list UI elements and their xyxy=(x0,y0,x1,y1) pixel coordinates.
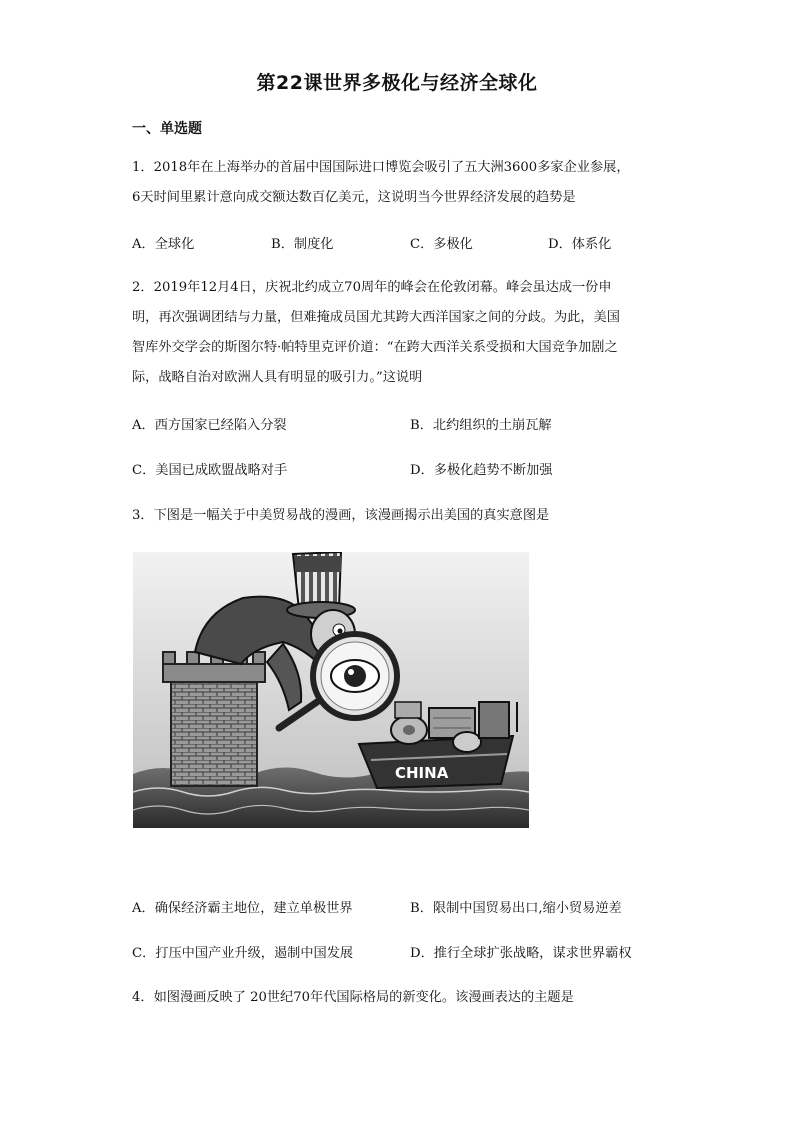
q3-option-b: B．限制中国贸易出口,缩小贸易逆差 xyxy=(410,901,622,916)
trade-war-cartoon xyxy=(133,552,529,828)
page-title: 第22课世界多极化与经济全球化 xyxy=(256,72,538,94)
q2-option-a: A．西方国家已经陷入分裂 xyxy=(132,418,287,433)
ship-label: CHINA xyxy=(395,764,449,782)
question-2-line-4: 际，战略自治对欧洲人具有明显的吸引力。”这说明 xyxy=(132,370,423,385)
question-3-stem: 3．下图是一幅关于中美贸易战的漫画，该漫画揭示出美国的真实意图是 xyxy=(132,508,550,523)
q1-option-a: A．全球化 xyxy=(132,237,195,252)
question-4-stem: 4．如图漫画反映了 20世纪70年代国际格局的新变化。该漫画表达的主题是 xyxy=(132,990,574,1005)
question-2-line-3: 智库外交学会的斯图尔特·帕特里克评价道：“在跨大西洋关系受损和大国竞争加剧之 xyxy=(132,340,618,355)
q2-option-d: D．多极化趋势不断加强 xyxy=(410,463,553,478)
q2-option-c: C．美国已成欧盟战略对手 xyxy=(132,463,288,478)
question-1-stem xyxy=(132,153,652,213)
q3-option-c: C．打压中国产业升级，遏制中国发展 xyxy=(132,946,354,961)
question-1-line-1: 1．2018年在上海举办的首届中国国际进口博览会吸引了五大洲3600多家企业参展， xyxy=(132,160,630,175)
question-2-line-2: 明，再次强调团结与力量，但难掩成员国尤其跨大西洋国家之间的分歧。为此，美国 xyxy=(132,310,620,325)
q1-option-d: D．体系化 xyxy=(548,237,612,252)
question-1-line-2: 6天时间里累计意向成交额达数百亿美元，这说明当今世界经济发展的趋势是 xyxy=(132,190,576,205)
q3-option-d: D．推行全球扩张战略，谋求世界霸权 xyxy=(410,946,632,961)
question-2-line-1: 2．2019年12月4日，庆祝北约成立70周年的峰会在伦敦闭幕。峰会虽达成一份申 xyxy=(132,280,612,295)
q1-option-c: C．多极化 xyxy=(410,237,473,252)
question-2-stem xyxy=(132,273,652,393)
q1-option-b: B．制度化 xyxy=(271,237,334,252)
section-heading: 一、单选题 xyxy=(132,121,202,137)
q2-option-b: B．北约组织的土崩瓦解 xyxy=(410,418,552,433)
q3-option-a: A．确保经济霸主地位，建立单极世界 xyxy=(132,901,353,916)
